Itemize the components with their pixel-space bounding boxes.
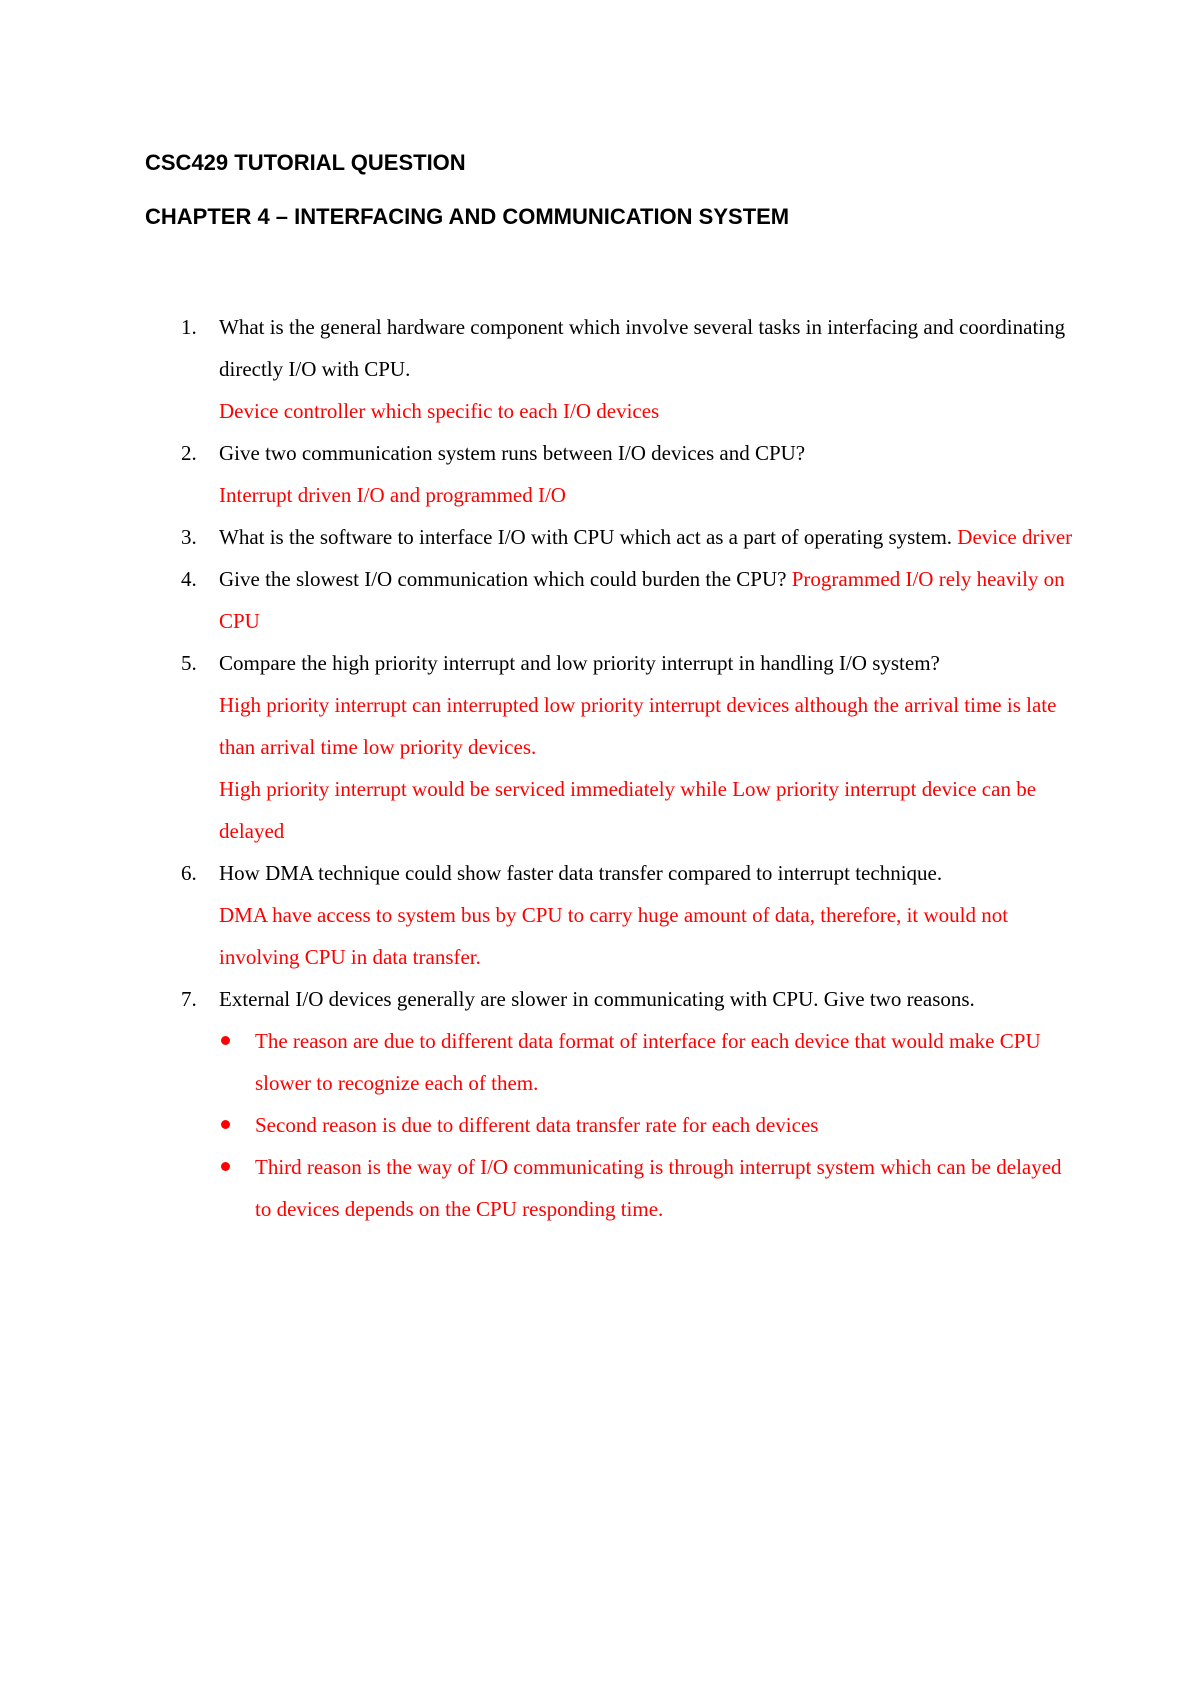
question-number: 2.	[181, 441, 197, 465]
answer-text: The reason are due to different data format of interface for each device that would make CPU slower to recognize each of them.	[255, 1029, 1041, 1095]
answer-text: Programmed I/O rely heavily on CPU	[219, 567, 1065, 633]
question-text: Compare the high priority interrupt and low priority interrupt in handling I/O system?	[219, 651, 940, 675]
question-list	[145, 306, 1075, 1230]
question-text: How DMA technique could show faster data transfer compared to interrupt technique.	[219, 861, 943, 885]
question-item-5	[145, 642, 1075, 852]
question-item-6	[145, 852, 1075, 978]
question-number: 4.	[181, 567, 197, 591]
answer-text: High priority interrupt can interrupted low priority interrupt devices although the arrival time is late than arrival time low priority devices.	[219, 693, 1057, 759]
question-text: What is the general hardware component which involve several tasks in interfacing and coordinating directly I/O with CPU.	[219, 315, 1066, 381]
question-number: 1.	[181, 315, 197, 339]
question-item-1	[145, 306, 1075, 432]
document-title: CSC429 TUTORIAL QUESTION	[145, 150, 466, 175]
bullet-dot-icon	[221, 1036, 230, 1045]
question-number: 7.	[181, 987, 197, 1011]
answer-bullet-item	[219, 1104, 1075, 1146]
answer-text: High priority interrupt would be serviced immediately while Low priority interrupt device can be delayed	[219, 777, 1037, 843]
question-number: 6.	[181, 861, 197, 885]
question-number: 3.	[181, 525, 197, 549]
bullet-dot-icon	[221, 1162, 230, 1171]
answer-bullet-item	[219, 1146, 1075, 1230]
question-item-4	[145, 558, 1075, 642]
answer-text: Device driver	[957, 525, 1073, 549]
answer-text: DMA have access to system bus by CPU to carry huge amount of data, therefore, it would not involving CPU in data transfer.	[219, 903, 1009, 969]
question-text: Give the slowest I/O communication which could burden the CPU?	[219, 567, 787, 591]
answer-bullet-item	[219, 1020, 1075, 1104]
answer-bullet-list	[219, 1020, 1075, 1230]
question-item-3	[145, 516, 1075, 558]
answer-text: Third reason is the way of I/O communicating is through interrupt system which can be delayed to devices depends on the CPU responding time.	[255, 1155, 1062, 1221]
answer-text: Device controller which specific to each I/O devices	[219, 399, 660, 423]
question-text: Give two communication system runs between I/O devices and CPU?	[219, 441, 806, 465]
answer-text: Second reason is due to different data transfer rate for each devices	[255, 1113, 819, 1137]
question-item-2	[145, 432, 1075, 516]
question-number: 5.	[181, 651, 197, 675]
chapter-title: CHAPTER 4 – INTERFACING AND COMMUNICATION SYSTEM	[145, 204, 790, 229]
question-text: External I/O devices generally are slower in communicating with CPU. Give two reasons.	[219, 987, 975, 1011]
bullet-dot-icon	[221, 1120, 230, 1129]
answer-text: Interrupt driven I/O and programmed I/O	[219, 483, 566, 507]
question-item-7	[145, 978, 1075, 1230]
question-text: What is the software to interface I/O with CPU which act as a part of operating system.	[219, 525, 953, 549]
